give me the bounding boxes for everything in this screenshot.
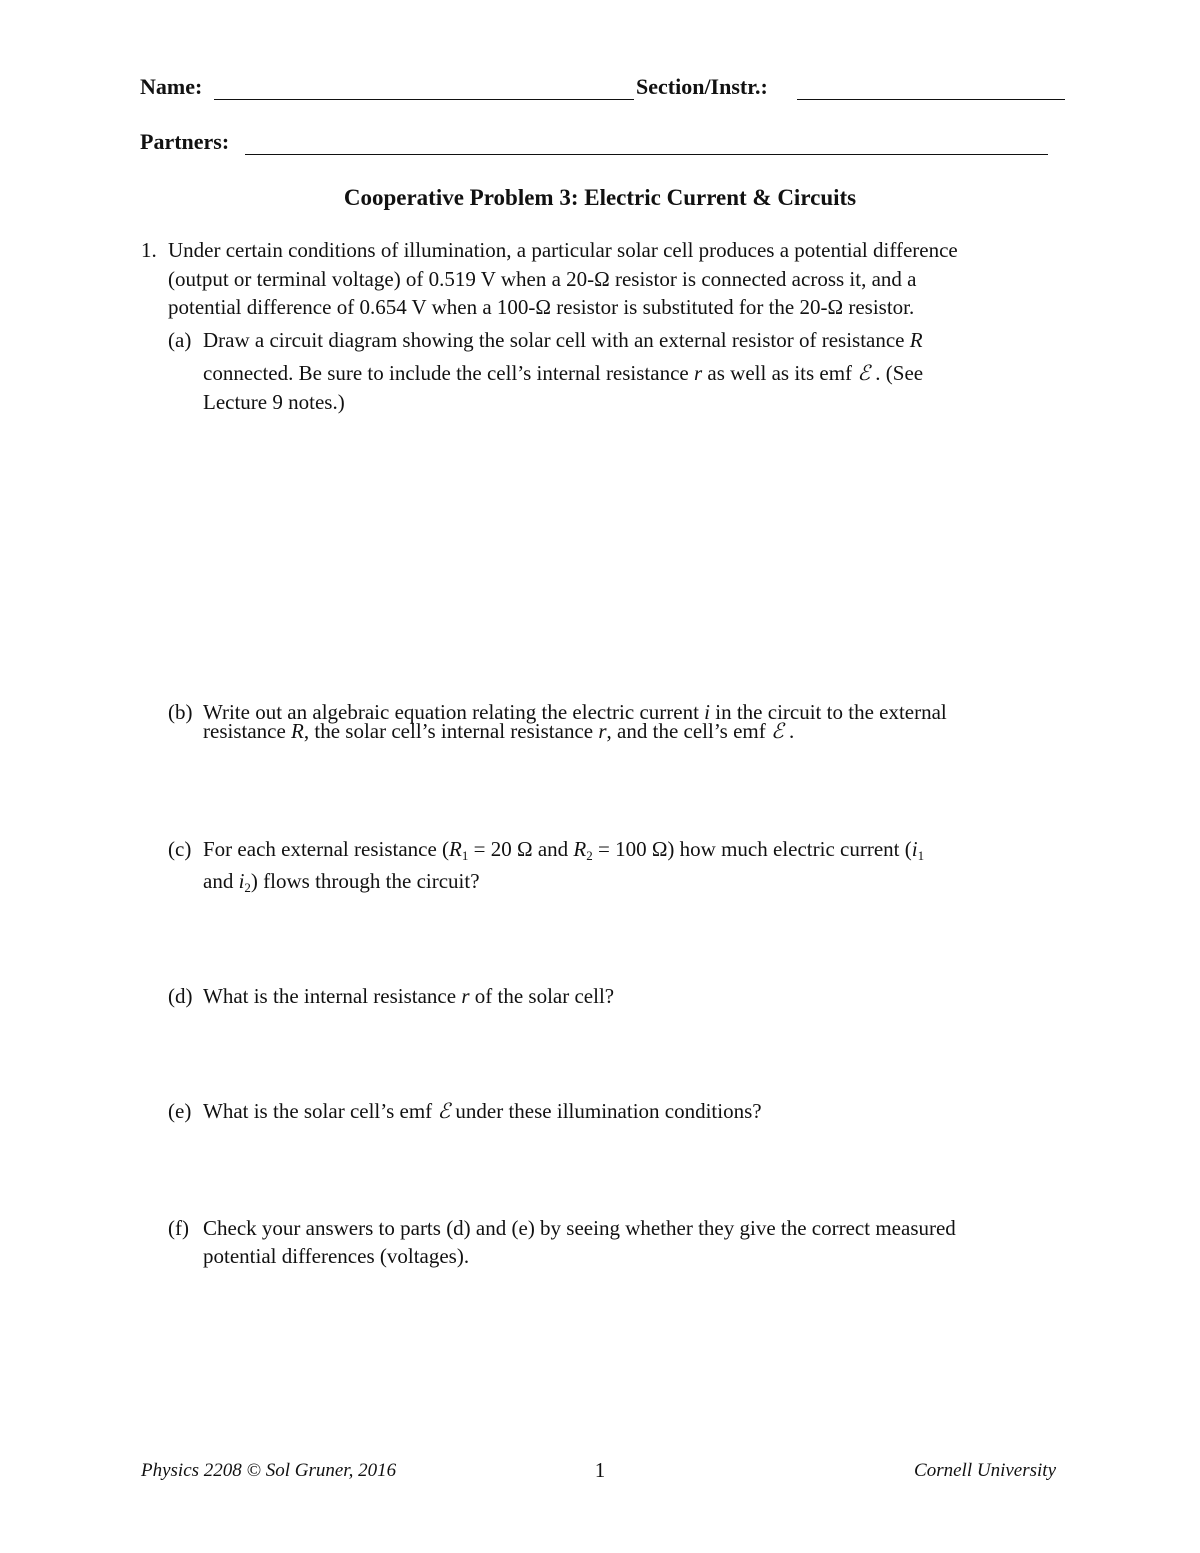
page-title: Cooperative Problem 3: Electric Current & Circuits xyxy=(343,185,857,210)
section-blank[interactable] xyxy=(797,99,1065,100)
part-b-text: , the solar cell’s internal resistance xyxy=(303,719,594,743)
part-a-line-2 xyxy=(203,359,923,387)
part-d-label: (d) xyxy=(168,984,193,1008)
problem-intro-line-2: (output or terminal voltage) of 0.519 V when a 20-Ω resistor is connected across it, and a xyxy=(168,267,917,291)
subscript-2: 2 xyxy=(244,880,251,895)
part-d-text: What is the internal resistance xyxy=(203,984,457,1008)
var-i: i xyxy=(238,869,245,893)
part-c-text: = 20 Ω and xyxy=(468,837,574,861)
part-c-line-1 xyxy=(203,835,924,863)
part-c-text: For each external resistance ( xyxy=(203,837,450,861)
part-e-label: (e) xyxy=(168,1099,192,1123)
subscript-1: 1 xyxy=(461,848,469,863)
section-label: Section/Instr.: xyxy=(636,74,768,99)
partners-label: Partners: xyxy=(140,129,230,154)
var-R: R xyxy=(909,328,923,352)
part-a-label: (a) xyxy=(168,328,192,352)
subscript-1: 1 xyxy=(917,848,925,863)
part-c-text: ) flows through the circuit? xyxy=(250,869,480,893)
part-c-text: = 100 Ω) how much electric current ( xyxy=(592,837,912,861)
part-f-label: (f) xyxy=(168,1216,189,1240)
page-number: 1 xyxy=(594,1458,606,1482)
part-c-text: and xyxy=(203,869,239,893)
part-a-text: as well as its emf xyxy=(707,361,853,385)
var-R: R xyxy=(573,837,587,861)
part-c-line-2 xyxy=(203,867,480,895)
footer-course: Physics 2208 © Sol Gruner, 2016 xyxy=(141,1460,397,1481)
part-e-line xyxy=(203,1097,762,1125)
var-i: i xyxy=(704,700,711,724)
part-a-text: Draw a circuit diagram showing the solar cell with an external resistor of resistance xyxy=(203,328,905,352)
var-emf: ℰ xyxy=(771,719,784,743)
part-b-line-2 xyxy=(203,717,794,745)
part-c-label: (c) xyxy=(168,837,192,861)
var-i: i xyxy=(911,837,918,861)
problem-number: 1. xyxy=(141,238,157,262)
var-emf: ℰ xyxy=(857,361,871,385)
part-a-line-3: Lecture 9 notes.) xyxy=(203,390,345,414)
name-blank[interactable] xyxy=(214,99,634,100)
part-b-text: . xyxy=(788,719,795,743)
var-R: R xyxy=(291,719,304,743)
part-a-text: connected. Be sure to include the cell’s internal resistance xyxy=(203,361,689,385)
part-a-line-1 xyxy=(203,326,923,354)
part-e-text: under these illumination conditions? xyxy=(455,1099,762,1123)
part-b-text: resistance xyxy=(203,719,286,743)
part-f-line-2: potential differences (voltages). xyxy=(203,1244,470,1268)
part-b-text: in the circuit to the external xyxy=(715,700,947,724)
part-f-line-1: Check your answers to parts (d) and (e) by seeing whether they give the correct measured xyxy=(203,1216,956,1240)
partners-blank[interactable] xyxy=(245,154,1048,155)
var-r: r xyxy=(461,984,470,1008)
part-b-text: , and the cell’s emf xyxy=(606,719,766,743)
var-r: r xyxy=(598,719,607,743)
part-b-label: (b) xyxy=(168,700,193,724)
subscript-2: 2 xyxy=(586,848,593,863)
part-b-text: Write out an algebraic equation relating the electric current xyxy=(203,700,699,724)
var-r: r xyxy=(693,361,703,385)
part-e-text: What is the solar cell’s emf xyxy=(203,1099,433,1123)
var-R: R xyxy=(449,837,462,861)
part-d-text: of the solar cell? xyxy=(474,984,615,1008)
var-emf: ℰ xyxy=(437,1099,451,1123)
problem-intro-line-1: Under certain conditions of illumination, a particular solar cell produces a potential difference xyxy=(168,238,958,262)
part-d-line xyxy=(203,982,614,1010)
name-label: Name: xyxy=(140,74,203,99)
part-a-text: . (See xyxy=(875,361,924,385)
problem-intro-line-3: potential difference of 0.654 V when a 100-Ω resistor is substituted for the 20-Ω resistor. xyxy=(168,295,915,319)
footer-institution: Cornell University xyxy=(914,1460,1056,1481)
